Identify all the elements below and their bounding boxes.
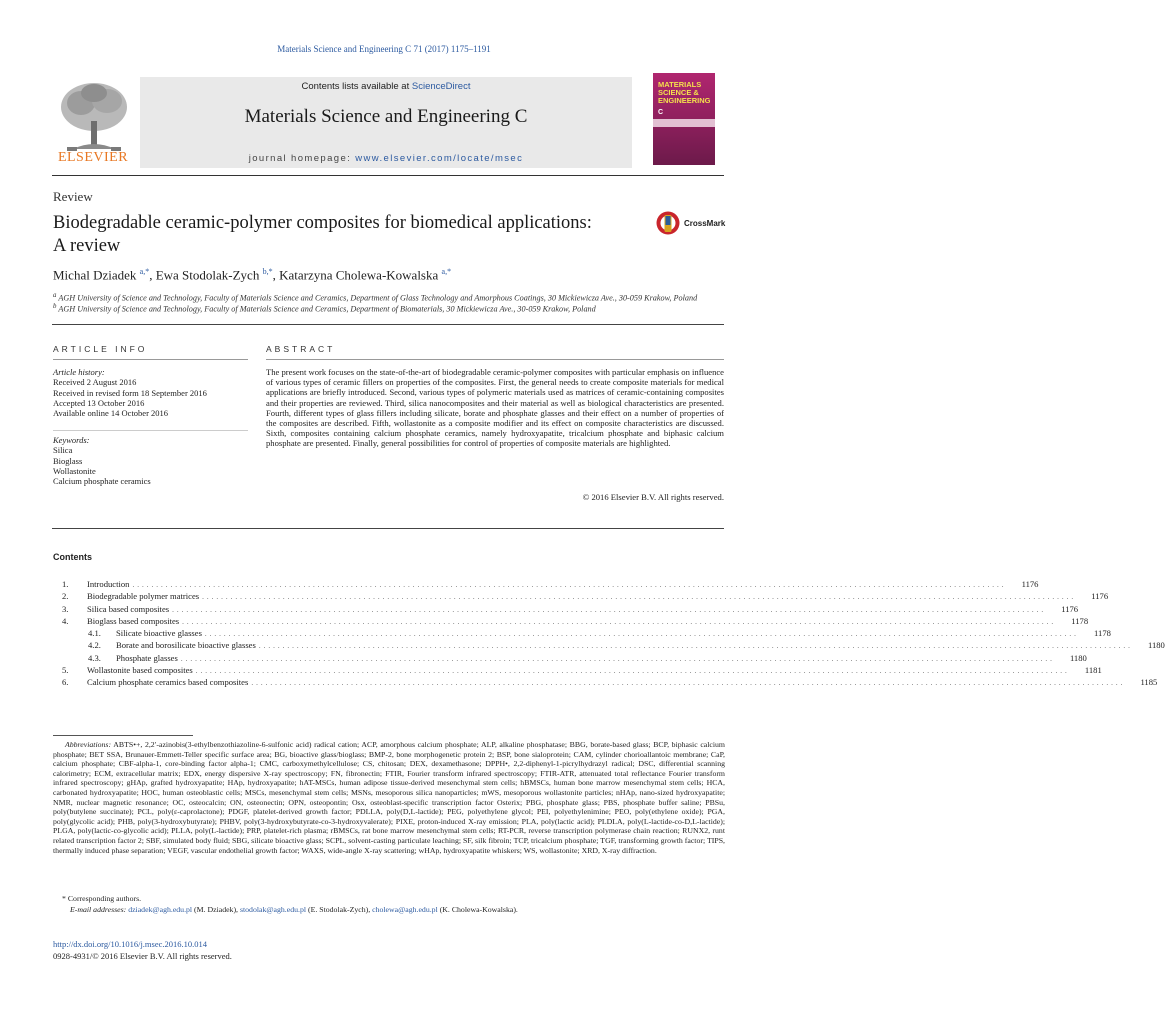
toc-number: 3.: [62, 603, 69, 614]
toc-leader: ........................................................................................................................................................................................: [172, 605, 1047, 614]
toc-label[interactable]: Silicate bioactive glasses: [116, 628, 202, 639]
history-label: Article history:: [53, 367, 105, 377]
journal-title: Materials Science and Engineering C: [244, 106, 528, 127]
abbreviations-footnote: [53, 740, 725, 855]
abbreviations-text: ABTS•+, 2,2′-azinobis(3-ethylbenzothiazoline-6-sulfonic acid) radical cation; ACP, amorphous calcium phosphate; ALP, alkaline phosphatase; BBG, borate-based glass; BCP, biphasic calcium phosphate; BET SSA, Brunauer-Emmett-Teller specific surface area; BG, bioactive glass/bioglass; BMP-2, bone morphogenetic protein 2; BSP, bone sialoprotein; CAM, cylinder chorioallantoic membrane; CaP, calcium phosphate; CBF-alpha-1, core-binding factor alpha-1; CMC, carboxymethylcellulose; CS, chitosan; DEX, dexamethasone; DPPH•, 2,2-diphenyl-1-picrylhydrazyl radical; DSC, differential scanning calorimetry; ECM, extracellular matrix; EDX, energy dispersive X-ray spectroscopy; FN, fibronectin; FTIR, Fourier transform infrared spectroscopy; FTIR-ATR, attenuated total reflectance Fourier transform infrared spectroscopy; gHAp, grafted hydroxyapatite; HAp, hydroxyapatite; hAT-MSCs, human adipose tissue-derived mesenchymal stem cells; hBMSCs, human bone marrow mesenchymal stem cells; HCA, carbonated hydroxyapatite; HOC, human osteoblastic cells; MSCs, mesenchymal stem cells; MSNs, mesoporous silica nanoparticles; mWS, mesoporous wollastonite particles; nHAp, nano-sized hydroxyapatite; NMR, nuclear magnetic resonance; OC, osteocalcin; ON, osteonectin; OPN, osteopontin; Osx, osteoblast-specific transcription factor Osterix; PBG, phosphate glass; PBS, phosphate buffer saline; PBSu, poly(butylene succinate); PCL, poly(ε-caprolactone); PDGF, platelet-derived growth factor; PDLLA, poly(D,L-lactide); PEG, polyethylene glycol; PEI, polyethylenimine; PEO, poly(ethylene oxide); PGA, poly(glycolic acid); PHB, poly(3-hydroxybutyrate); PHBV, poly(3-hydroxybutyrate-co-3-hydroxyvalerate); PIXE, proton-induced X-ray emission; PLA, poly(lactic acid); PLDLA, poly(L-lactide-co-D,L-lactide); PLGA, poly(lactic-co-glycolic acid); PLLA, poly(L-lactide); PRP, platelet-rich plasma; rBMSCs, rat bone marrow mesenchymal stem cells; RT-PCR, reverse transcription polymerase chain reaction; RUNX2, runt related transcription factor 2; SBF, simulated body fluid; SBG, silicate bioactive glass; SCPL, solvent-casting particulate leaching; SF, silk fibroin; TCP, tricalcium phosphate; TGF, transforming growth factor; TIPS, thermally induced phase separation; VEGF, vascular endothelial growth factor; WAXS, wide-angle X-ray scattering; wHAp, hydroxyapatite whiskers; WS, wollastonite; XRD, X-ray diffraction.: [53, 740, 725, 855]
toc-leader: ........................................................................................................................................................................................: [180, 654, 1055, 663]
article-type-label: Review: [53, 189, 93, 204]
toc-number: 1.: [62, 579, 69, 589]
article-history: [53, 367, 253, 418]
toc-label[interactable]: Biodegradable polymer matrices: [87, 591, 200, 602]
toc-number: 2.: [62, 591, 69, 602]
keyword-item: Silica: [53, 445, 73, 456]
toc-number: 4.3.: [88, 652, 101, 663]
toc-number: 6.: [62, 677, 69, 688]
issn-copyright-line: 0928-4931/© 2016 Elsevier B.V. All rights reserved.: [53, 951, 232, 961]
keywords-block: [53, 435, 253, 486]
article-info-rule: [53, 359, 248, 360]
keyword-item: Wollastonite: [53, 465, 96, 476]
affiliation-b: [53, 303, 733, 314]
toc-page: 1180: [1069, 652, 1087, 663]
toc-leader: ........................................................................................................................................................................................: [251, 679, 1126, 688]
author-affil-mark[interactable]: a,*: [441, 267, 452, 276]
toc-label[interactable]: Phosphate glasses: [116, 652, 178, 663]
article-title-line-2: A review: [53, 236, 121, 256]
toc-page: 1185: [1140, 677, 1158, 688]
toc-subitem[interactable]: [62, 639, 1165, 651]
journal-homepage-line: [140, 153, 632, 164]
abstract-copyright: © 2016 Elsevier B.V. All rights reserved.: [582, 492, 724, 502]
email-owner: (K. Cholewa-Kowalska).: [439, 905, 518, 914]
toc-page: 1176: [1091, 591, 1109, 602]
toc-label[interactable]: Borate and borosilicate bioactive glasses: [116, 640, 256, 651]
toc-item[interactable]: [62, 676, 1158, 688]
cover-letter: C: [658, 109, 664, 116]
toc-leader: ........................................................................................................................................................................................: [195, 667, 1070, 676]
contents-available-line: [140, 81, 632, 92]
history-item: Accepted 13 October 2016: [53, 397, 145, 408]
crossmark-label[interactable]: CrossMark: [684, 219, 726, 228]
toc-subitem[interactable]: [62, 627, 1111, 639]
toc-leader: ........................................................................................................................................................................................: [204, 630, 1079, 639]
toc-item[interactable]: [62, 664, 1102, 676]
author-affil-mark[interactable]: b,*: [262, 267, 273, 276]
abstract-rule: [266, 359, 724, 360]
affiliation-a: [53, 292, 733, 303]
cover-title: MATERIALS SCIENCE & ENGINEERING: [658, 80, 711, 105]
abbreviations-label: Abbreviations:: [65, 740, 112, 749]
toc-page: 1180: [1147, 640, 1165, 651]
email-link[interactable]: cholewa@agh.edu.pl: [372, 905, 438, 914]
toc-item[interactable]: [62, 603, 1079, 615]
journal-cover-thumbnail[interactable]: [653, 73, 715, 165]
abstract-text: The present work focuses on the state-of-the-art of biodegradable ceramic-polymer composites with particular emphasis on influence of various types of ceramic fillers on properties of the composites. First, the general needs to create composite materials for medical applications are briefly introduced. Second, various types of polymeric materials used as matrices of ceramic-containing composites and their properties are reviewed. Third, silica nanocomposites and their material as well as biological characteristics are presented. Fourth, different types of glass fillers including silicate, borate and phosphate glasses and their effect on a number of properties of the composites are described. Fifth, wollastonite as a composite modifier and its effect on composite characteristics are discussed. Sixth, composites containing calcium phosphate ceramics, namely hydroxyapatite, tricalcium phosphate and biphasic calcium phosphate are presented. Finally, general possibilities for control of properties of composite materials are highlighted.: [266, 367, 724, 449]
cover-band: [653, 119, 715, 127]
sciencedirect-link[interactable]: ScienceDirect: [411, 81, 471, 92]
keywords-label: Keywords:: [53, 435, 90, 445]
toc-page: 1176: [1021, 579, 1039, 589]
journal-citation-link[interactable]: Materials Science and Engineering C 71 (2017) 1175–1191: [277, 44, 491, 54]
corresponding-note: [62, 894, 141, 903]
email-link[interactable]: dziadek@agh.edu.pl: [128, 905, 193, 914]
article-title-line-1: Biodegradable ceramic-polymer composites for biomedical applications:: [53, 213, 592, 233]
toc-label[interactable]: Wollastonite based composites: [87, 665, 193, 676]
toc-item[interactable]: [62, 578, 1039, 590]
homepage-prefix: journal homepage:: [248, 153, 356, 164]
toc-subitem[interactable]: [62, 652, 1087, 664]
toc-label[interactable]: Introduction: [87, 579, 130, 589]
toc-number: 4.1.: [88, 628, 101, 639]
toc-leader: ........................................................................................................................................................................................: [202, 593, 1077, 602]
toc-number: 5.: [62, 665, 69, 676]
abstract-bottom-divider: [52, 528, 724, 529]
email-owner: (E. Stodolak-Zych),: [308, 905, 371, 914]
toc-page: 1181: [1084, 665, 1102, 676]
toc-page: 1178: [1094, 628, 1111, 639]
affiliation-mark: b: [53, 303, 57, 310]
abstract-heading: ABSTRACT: [266, 344, 336, 354]
author-list: Michal Dziadek $^{a,*}$, Ewa Stodolak-Zych $^{b,*}$, Katarzyna Cholewa-Kowalska $^{a,*}$: [53, 267, 452, 283]
author-name[interactable]: Michal Dziadek: [53, 267, 137, 283]
article-title: [53, 212, 633, 258]
corresponding-text: Corresponding authors.: [67, 894, 142, 903]
toc-label[interactable]: Silica based composites: [87, 603, 170, 614]
history-item: Available online 14 October 2016: [53, 408, 169, 419]
elsevier-wordmark: ELSEVIER: [57, 150, 129, 165]
toc-page: 1178: [1071, 615, 1089, 626]
history-item: Received 2 August 2016: [53, 377, 137, 388]
email-label: E-mail addresses:: [70, 905, 127, 914]
toc-number: 4.2.: [88, 640, 101, 651]
toc-label[interactable]: Bioglass based composites: [87, 615, 180, 626]
author-affil-mark[interactable]: a,*: [139, 267, 150, 276]
footnote-mark: *: [62, 894, 66, 903]
affiliation-mark: a: [53, 292, 57, 299]
affiliation-text: AGH University of Science and Technology, Faculty of Materials Science and Ceramics, Department of Glass Technology and Amorphous Coatings, 30 Mickiewicza Ave., 30-059 Krakow, Poland: [58, 293, 698, 303]
table-of-contents: [62, 578, 1165, 689]
author-name[interactable]: Katarzyna Cholewa-Kowalska: [279, 267, 439, 283]
email-note: [70, 905, 518, 914]
keywords-rule: [53, 430, 248, 431]
email-link[interactable]: stodolak@agh.edu.pl: [239, 905, 307, 914]
toc-leader: ........................................................................................................................................................................................: [182, 617, 1057, 626]
keyword-item: Bioglass: [53, 455, 83, 466]
email-owner: (M. Dziadek),: [194, 905, 238, 914]
toc-leader: ........................................................................................................................................................................................: [258, 642, 1133, 651]
footnote-rule: [53, 735, 193, 736]
history-item: Received in revised form 18 September 2016: [53, 387, 207, 398]
toc-leader: ........................................................................................................................................................................................: [132, 581, 1007, 589]
toc-item[interactable]: [62, 615, 1089, 627]
journal-homepage-link[interactable]: www.elsevier.com/locate/msec: [355, 153, 524, 164]
keyword-item: Calcium phosphate ceramics: [53, 476, 151, 487]
header-divider: [52, 175, 724, 176]
doi-link[interactable]: http://dx.doi.org/10.1016/j.msec.2016.10.014: [53, 939, 208, 949]
contents-heading: Contents: [53, 552, 92, 562]
toc-page: 1176: [1061, 603, 1079, 614]
toc-label[interactable]: Calcium phosphate ceramics based composites: [87, 677, 249, 688]
toc-number: 4.: [62, 615, 69, 626]
toc-item[interactable]: [62, 590, 1109, 602]
contents-prefix: Contents lists available at: [301, 81, 412, 92]
article-info-heading: ARTICLE INFO: [53, 344, 148, 354]
affiliation-divider: [52, 324, 724, 325]
author-name[interactable]: Ewa Stodolak-Zych: [155, 267, 260, 283]
affiliation-text: AGH University of Science and Technology, Faculty of Materials Science and Ceramics, Department of Biomaterials, 30 Mickiewicza Ave., 30-059 Krakow, Poland: [58, 304, 596, 314]
